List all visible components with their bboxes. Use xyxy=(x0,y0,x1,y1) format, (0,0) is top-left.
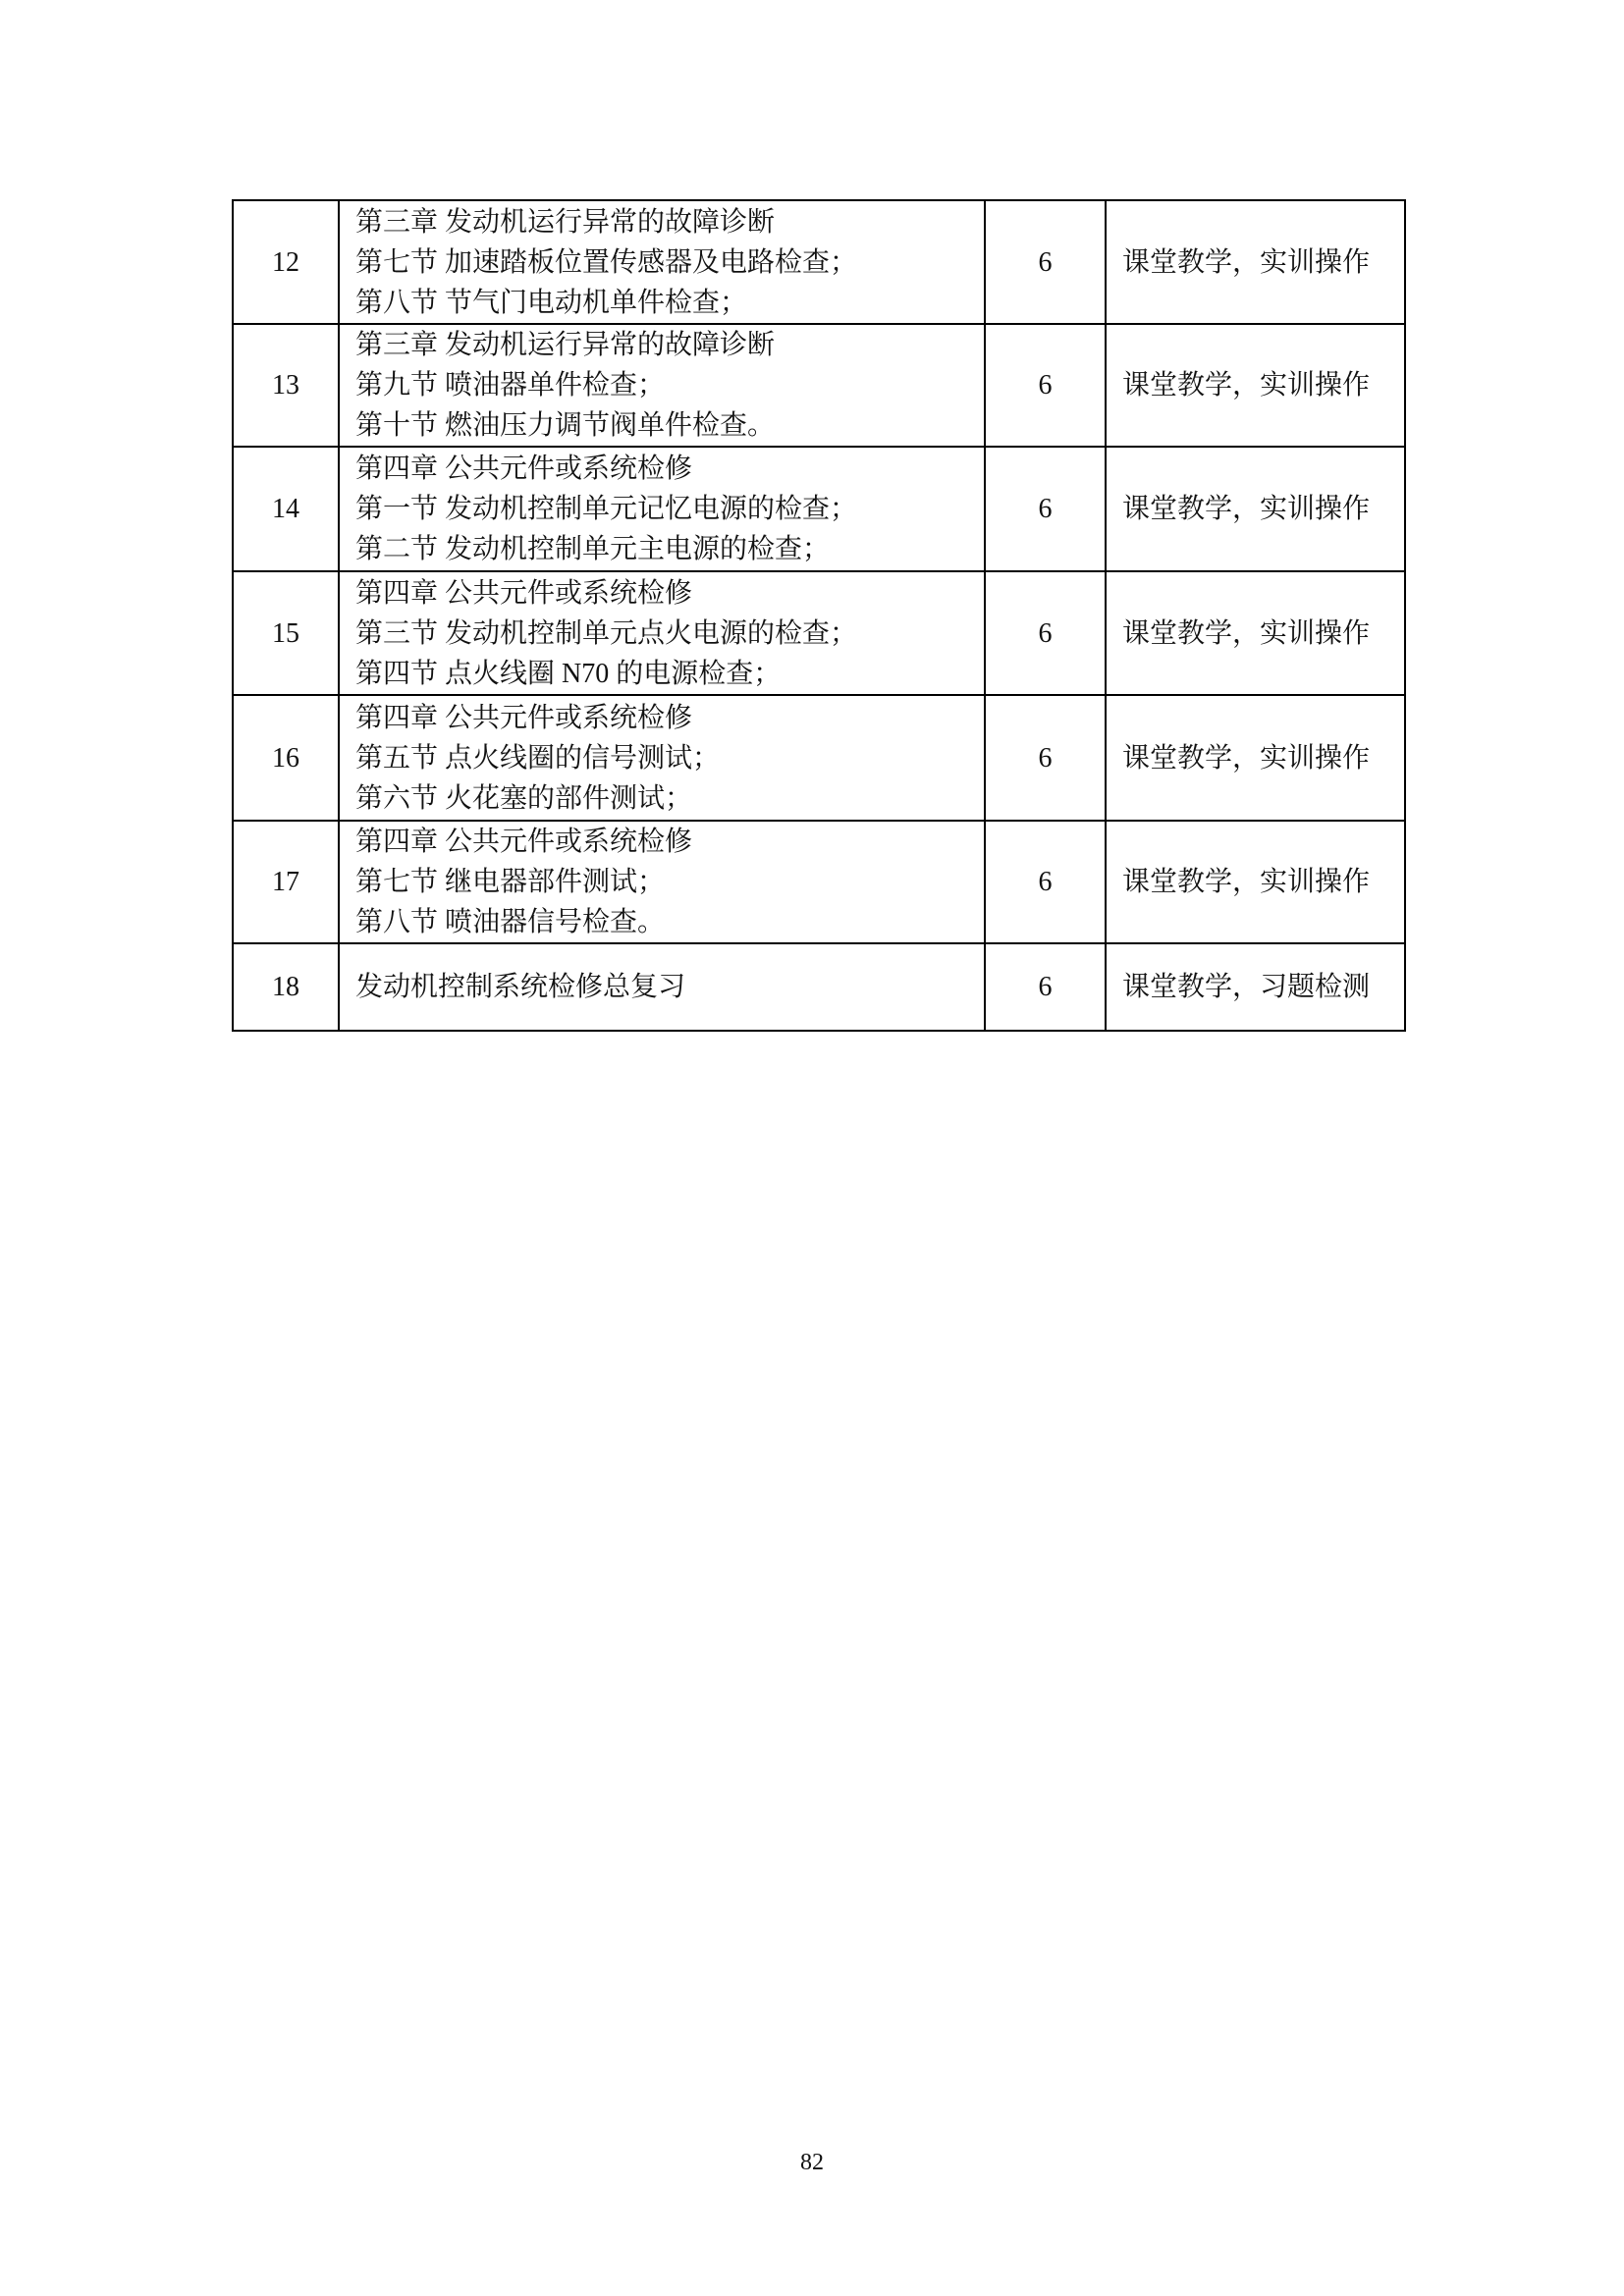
content-line: 第四章 公共元件或系统检修 xyxy=(355,454,693,484)
hours-cell: 6 xyxy=(985,695,1106,821)
content-cell xyxy=(339,821,985,943)
content-cell xyxy=(339,324,985,447)
content-cell xyxy=(339,695,985,821)
teaching-method-cell: 课堂教学，实训操作 xyxy=(1106,821,1405,943)
content-line: 第四章 公共元件或系统检修 xyxy=(355,577,693,609)
hours-cell: 6 xyxy=(985,447,1106,571)
table-row xyxy=(233,324,1405,447)
teaching-method-cell: 课堂教学，实训操作 xyxy=(1106,324,1405,447)
content-line: 第五节 点火线圈的信号测试； xyxy=(355,742,721,774)
hours-cell: 6 xyxy=(985,821,1106,943)
week-number: 13 xyxy=(233,324,339,447)
week-number: 12 xyxy=(233,200,339,324)
week-number: 16 xyxy=(233,695,339,821)
content-cell xyxy=(339,447,985,571)
content-line: 发动机控制系统检修总复习 xyxy=(355,972,686,1002)
content-line: 第四章 公共元件或系统检修 xyxy=(355,827,693,857)
week-number: 18 xyxy=(233,943,339,1031)
hours-cell: 6 xyxy=(985,200,1106,324)
content-line: 第七节 继电器部件测试； xyxy=(355,867,666,897)
content-line: 第八节 喷油器信号检查。 xyxy=(355,907,666,937)
hours-cell: 6 xyxy=(985,324,1106,447)
table-row xyxy=(233,447,1405,571)
table-row xyxy=(233,821,1405,943)
table-row xyxy=(233,200,1405,324)
teaching-method-cell: 课堂教学，实训操作 xyxy=(1106,447,1405,571)
teaching-method-cell: 课堂教学，实训操作 xyxy=(1106,571,1405,695)
teaching-method-cell: 课堂教学，实训操作 xyxy=(1106,695,1405,821)
table-row xyxy=(233,695,1405,821)
table-row xyxy=(233,571,1405,695)
content-line: 第八节 节气门电动机单件检查； xyxy=(355,287,748,318)
content-cell xyxy=(339,943,985,1031)
content-line: 第七节 加速踏板位置传感器及电路检查； xyxy=(355,246,858,278)
content-line: 第三章 发动机运行异常的故障诊断 xyxy=(355,206,776,238)
content-line: 第六节 火花塞的部件测试； xyxy=(355,782,693,814)
content-cell xyxy=(339,200,985,324)
content-line: 第四节 点火线圈 N70 的电源检查； xyxy=(355,658,782,689)
content-line: 第二节 发动机控制单元主电源的检查； xyxy=(355,534,831,564)
content-line: 第三节 发动机控制单元点火电源的检查； xyxy=(355,617,858,649)
content-line: 第一节 发动机控制单元记忆电源的检查； xyxy=(355,494,858,524)
hours-cell: 6 xyxy=(985,571,1106,695)
hours-cell: 6 xyxy=(985,943,1106,1031)
table-row xyxy=(233,943,1405,1031)
week-number: 15 xyxy=(233,571,339,695)
content-cell xyxy=(339,571,985,695)
content-line: 第三章 发动机运行异常的故障诊断 xyxy=(355,330,776,360)
teaching-method-cell: 课堂教学，习题检测 xyxy=(1106,943,1405,1031)
content-line: 第九节 喷油器单件检查； xyxy=(355,370,666,400)
content-line: 第四章 公共元件或系统检修 xyxy=(355,702,693,733)
teaching-method-cell: 课堂教学，实训操作 xyxy=(1106,200,1405,324)
week-number: 17 xyxy=(233,821,339,943)
page-number: 82 xyxy=(800,2150,824,2175)
schedule-table xyxy=(232,199,1406,1032)
week-number: 14 xyxy=(233,447,339,571)
content-line: 第十节 燃油压力调节阀单件检查。 xyxy=(355,410,776,441)
